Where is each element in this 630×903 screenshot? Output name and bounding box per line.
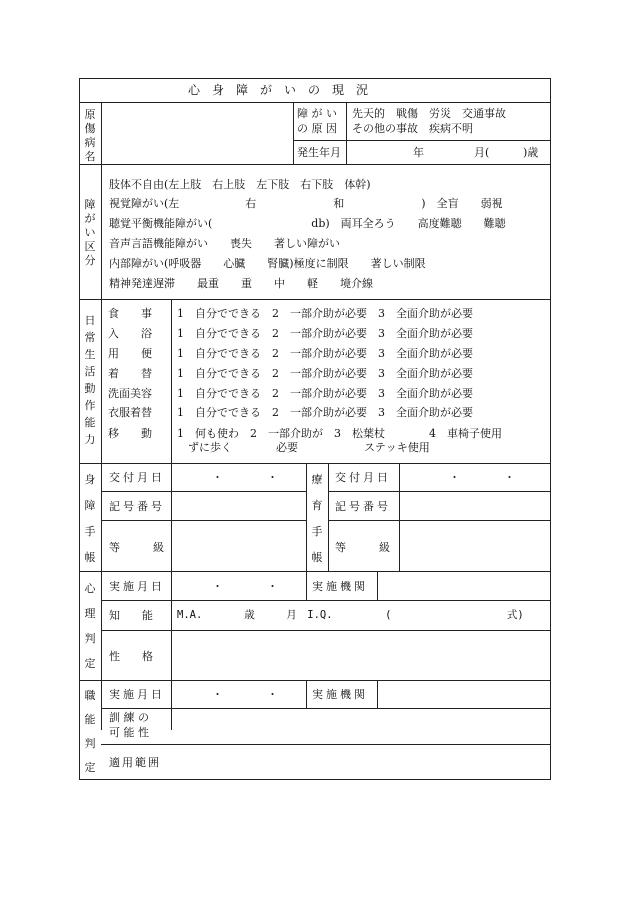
onset-label: 発生年月 bbox=[297, 146, 341, 159]
disability-line-hearing[interactable]: 聴覚平衡機能障がい( db) 両耳全ろう 高度難聴 難聴 bbox=[109, 217, 506, 230]
daily-item-options[interactable]: 1 自分でできる 2 一部介助が必要 3 全面介助が必要 bbox=[177, 406, 473, 419]
daily-item-options[interactable]: 1 自分でできる 2 一部介助が必要 3 全面介助が必要 bbox=[177, 387, 473, 400]
diagnosis-field[interactable] bbox=[103, 104, 291, 162]
vocational-date-value[interactable]: ・ ・ bbox=[212, 688, 278, 701]
cause-label-1: 障 が い bbox=[297, 107, 337, 120]
disability-line-mental[interactable]: 精神発達遅滞 最重 重 中 軽 境介線 bbox=[109, 277, 373, 290]
psych-label: 心 理 判 定 bbox=[84, 582, 96, 670]
cause-label-2: の 原 因 bbox=[297, 122, 337, 135]
handbook-number-label: 記号番号 bbox=[109, 500, 165, 513]
psych-intel-value[interactable]: M.A. 歳 月 I.Q. ( 式) bbox=[177, 609, 524, 621]
psych-personality-label: 性 格 bbox=[109, 650, 153, 663]
diagnosis-label: 原 傷 病 名 bbox=[84, 108, 96, 163]
mobility-name: 移 動 bbox=[108, 427, 152, 440]
onset-age: )歳 bbox=[523, 146, 539, 159]
daily-item-options[interactable]: 1 自分でできる 2 一部介助が必要 3 全面介助が必要 bbox=[177, 347, 473, 360]
daily-item-options[interactable]: 1 自分でできる 2 一部介助が必要 3 全面介助が必要 bbox=[177, 307, 473, 320]
daily-item-name: 用 便 bbox=[108, 347, 152, 360]
psych-org-label: 実施機関 bbox=[312, 580, 368, 593]
handbook-issue-value[interactable]: ・ ・ bbox=[212, 471, 278, 484]
daily-item-name: 洗面美容 bbox=[108, 387, 152, 400]
rehab-handbook-label: 療 育 手 帳 bbox=[311, 473, 323, 564]
vocational-org-label: 実施機関 bbox=[312, 688, 368, 701]
cause-options-2[interactable]: その他の事故 疾病不明 bbox=[352, 122, 473, 135]
daily-item-name: 着 替 bbox=[108, 367, 152, 380]
mobility-options-line1[interactable]: 1 何も使わ 2 一部介助が 3 松葉杖 4 車椅子使用 bbox=[177, 427, 502, 440]
psych-date-label: 実施月日 bbox=[109, 580, 165, 593]
daily-item-name: 衣服着替 bbox=[108, 406, 152, 419]
handbook-label: 身 障 手 帳 bbox=[84, 473, 96, 564]
handbook-issue-label: 交付月日 bbox=[109, 471, 165, 484]
handbook-grade-label: 等 級 bbox=[109, 541, 164, 554]
form-title: 心 身 障 が い の 現 況 bbox=[188, 83, 369, 97]
mobility-options-line2: ずに歩く 必要 ステッキ使用 bbox=[188, 441, 430, 454]
vocational-label: 職 能 判 定 bbox=[84, 689, 96, 774]
psych-intel-label: 知 能 bbox=[109, 609, 153, 622]
vocational-training-label-2: 可 能 性 bbox=[109, 726, 149, 739]
vocational-training-label-1: 訓 練 の bbox=[109, 711, 149, 724]
daily-item-options[interactable]: 1 自分でできる 2 一部介助が必要 3 全面介助が必要 bbox=[177, 327, 473, 340]
onset-year: 年 bbox=[413, 146, 424, 159]
disability-line-visual[interactable]: 視覚障がい(左 右 和 ) 全盲 弱視 bbox=[109, 197, 503, 210]
vocational-scope-label: 適用範囲 bbox=[109, 756, 161, 769]
onset-month: 月( bbox=[474, 146, 490, 159]
rehab-grade-label: 等 級 bbox=[335, 541, 390, 554]
rehab-issue-value[interactable]: ・ ・ bbox=[449, 471, 515, 484]
disability-line-limb[interactable]: 肢体不自由(左上肢 右上肢 左下肢 右下肢 体幹) bbox=[109, 178, 371, 191]
rehab-number-label: 記号番号 bbox=[335, 500, 391, 513]
daily-item-name: 食 事 bbox=[108, 307, 152, 320]
disability-class-label: 障 が い 区 分 bbox=[84, 198, 96, 267]
daily-item-name: 入 浴 bbox=[108, 327, 152, 340]
vocational-date-label: 実施月日 bbox=[109, 688, 165, 701]
daily-living-label: 日 常 生 活 動 作 能 力 bbox=[84, 314, 96, 446]
rehab-issue-label: 交付月日 bbox=[335, 471, 391, 484]
cause-options-1[interactable]: 先天的 戦傷 労災 交通事故 bbox=[352, 107, 506, 120]
psych-date-value[interactable]: ・ ・ bbox=[212, 580, 278, 593]
disability-line-internal[interactable]: 内部障がい(呼吸器 心臓 腎臓)極度に制限 著しい制限 bbox=[109, 257, 426, 270]
disability-line-speech[interactable]: 音声言語機能障がい 喪失 著しい障がい bbox=[109, 237, 340, 250]
daily-item-options[interactable]: 1 自分でできる 2 一部介助が必要 3 全面介助が必要 bbox=[177, 367, 473, 380]
